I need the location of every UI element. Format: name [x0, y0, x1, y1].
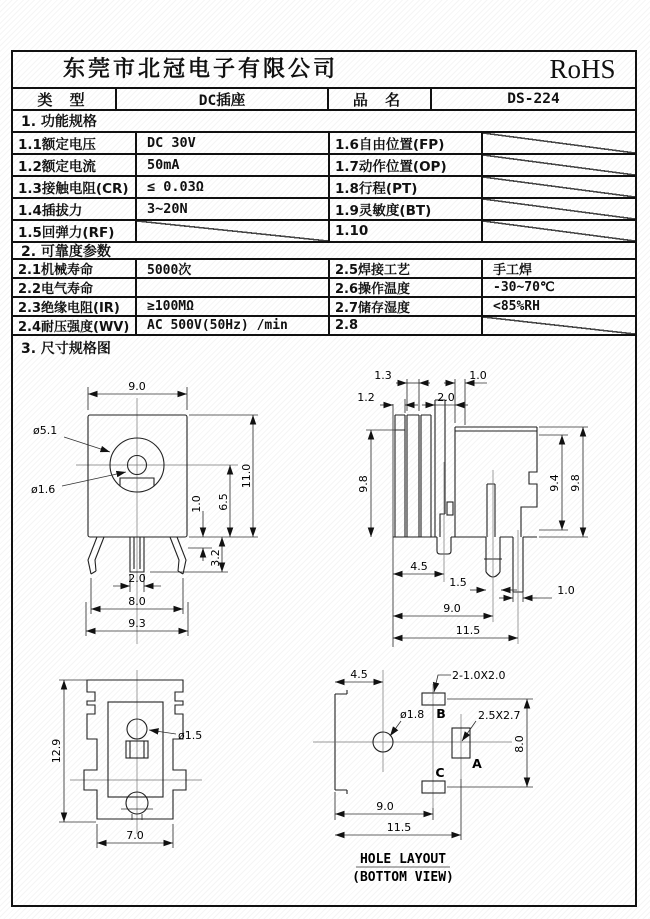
spec-value: 3~20N: [137, 199, 330, 219]
dim-label: 9.0: [443, 602, 461, 615]
hole-layout-view: [313, 668, 533, 885]
dimension-drawings: [13, 360, 635, 907]
hole-layout-title: HOLE LAYOUT: [359, 852, 447, 867]
spec-value: DC 30V: [137, 133, 330, 153]
rohs-mark: RoHS: [549, 54, 616, 84]
table-row: [13, 298, 635, 317]
spec-label: 2.7储存湿度: [330, 298, 483, 315]
spec-label: 1.8行程(PT): [330, 177, 483, 197]
body-block: [455, 427, 537, 537]
table-row: [13, 155, 635, 177]
hole-c: [422, 781, 445, 793]
spec-label: 1.2额定电流: [13, 155, 137, 175]
section1-title: 1. 功能规格: [13, 111, 635, 133]
type-label: 类 型: [13, 89, 117, 109]
dim-label: 12.9: [50, 738, 63, 764]
spec-value-empty: [483, 177, 635, 197]
dim-label: ø5.1: [33, 424, 58, 437]
spec-value: ≤ 0.03Ω: [137, 177, 330, 197]
plate-1: [407, 415, 419, 537]
table-row: [13, 199, 635, 221]
spec-label: 1.10: [330, 221, 483, 241]
table-row: [13, 133, 635, 155]
spec-value-empty: [483, 155, 635, 175]
table-row: [13, 177, 635, 199]
spec-label: 1.9灵敏度(BT): [330, 199, 483, 219]
left-leg: [88, 537, 104, 574]
dim-label: 8.0: [128, 595, 146, 608]
spec-label: 2.4耐压强度(WV): [13, 317, 137, 334]
inner-frame: [108, 702, 163, 797]
dim-label: 9.8: [357, 475, 370, 493]
spec-label: 2.1机械寿命: [13, 260, 137, 277]
spec-value: 5000次: [137, 260, 330, 277]
dim-label: ø1.5: [178, 729, 203, 742]
spec-label: 1.6自由位置(FP): [330, 133, 483, 153]
dim-label: 9.8: [569, 474, 582, 492]
section2-title: 2. 可靠度参数: [13, 243, 635, 260]
spec-label: 1.7动作位置(OP): [330, 155, 483, 175]
dim-label: 2-1.0X2.0: [452, 669, 506, 682]
spec-value-empty: [137, 279, 330, 296]
dim-label: 4.5: [410, 560, 428, 573]
stepped-profile: [521, 427, 537, 537]
body-outline: [84, 680, 186, 819]
right-leg: [170, 537, 186, 574]
product-name-label: 品 名: [329, 89, 432, 109]
dim-label: 1.0: [190, 495, 203, 513]
dim-label: 2.5X2.7: [478, 709, 521, 722]
spec-value: -30~70℃: [493, 280, 555, 295]
spec-value-empty: [483, 221, 635, 241]
header-row: [13, 52, 635, 89]
spec-value: 50mA: [137, 155, 330, 175]
dim-label: 1.0: [469, 369, 487, 382]
dim-label: 1.0: [557, 584, 575, 597]
dim-label: 9.3: [128, 617, 146, 630]
body-outline: [88, 415, 187, 537]
dim-label: 1.5: [449, 576, 467, 589]
spec-value: ≥100MΩ: [137, 298, 330, 315]
table-row: [13, 317, 635, 336]
front-view: [31, 380, 258, 644]
pin-plate: [435, 400, 445, 537]
table-row: [13, 279, 635, 298]
bracket-tab: [395, 415, 405, 537]
dim-label: 11.5: [386, 821, 412, 834]
spec-label: 2.2电气寿命: [13, 279, 137, 296]
spec-value-empty: [483, 199, 635, 219]
spec-value-empty: [483, 133, 635, 153]
spec-label: 1.5回弹力(RF): [13, 221, 137, 241]
type-row: [13, 89, 635, 111]
hole-label: B: [436, 706, 446, 721]
spec-sheet: [11, 50, 637, 907]
dim-label: 3.2: [209, 549, 222, 567]
table-row: [13, 260, 635, 279]
inner-channel: [487, 484, 495, 537]
dim-label: 9.4: [548, 474, 561, 492]
dim-label: 1.2: [357, 391, 375, 404]
dim-label: 6.5: [217, 493, 230, 511]
plate-2: [421, 415, 431, 537]
spec-label: 2.8: [330, 317, 483, 334]
dim-label: 11.5: [455, 624, 481, 637]
spec-label: 2.5焊接工艺: [330, 260, 483, 277]
company-name: 东莞市北冠电子有限公司: [63, 57, 339, 82]
dim-label: 7.0: [126, 829, 144, 842]
spec-label: 1.1额定电压: [13, 133, 137, 153]
section3-title: 3. 尺寸规格图: [21, 341, 111, 357]
dim-label: 8.0: [513, 735, 526, 753]
dim-label: 2.0: [437, 391, 455, 404]
dim-label: ø1.8: [400, 708, 425, 721]
side-view: [357, 369, 588, 647]
product-name-value: DS-224: [507, 91, 560, 107]
hole-layout-subtitle: (BOTTOM VIEW): [352, 870, 454, 885]
spec-label: 2.6操作温度: [330, 279, 483, 296]
hole-b: [422, 693, 445, 705]
spec-value: AC 500V(50Hz) /min: [137, 317, 330, 334]
spec-value: <85%RH: [493, 299, 540, 314]
dim-label: 4.5: [350, 668, 368, 681]
slot-detail: [447, 502, 453, 515]
spec-value-empty: [483, 317, 635, 334]
dim-label: 9.0: [128, 380, 146, 393]
type-value: DC插座: [117, 89, 329, 109]
spec-label: 2.3绝缘电阻(IR): [13, 298, 137, 315]
dim-label: ø1.6: [31, 483, 56, 496]
dim-label: 11.0: [240, 463, 253, 489]
dim-label: 1.3: [374, 369, 392, 382]
spec-label: 1.3接触电阻(CR): [13, 177, 137, 197]
centerlines: [76, 398, 238, 644]
top-view: [50, 670, 202, 848]
spec-value: 手工焊: [493, 263, 533, 277]
dim-label: 9.0: [376, 800, 394, 813]
hole-label: C: [435, 765, 445, 780]
hole-label: A: [472, 756, 482, 771]
spec-label: 1.4插拔力: [13, 199, 137, 219]
spec-value-empty: [137, 221, 330, 241]
dim-label: 2.0: [128, 572, 146, 585]
